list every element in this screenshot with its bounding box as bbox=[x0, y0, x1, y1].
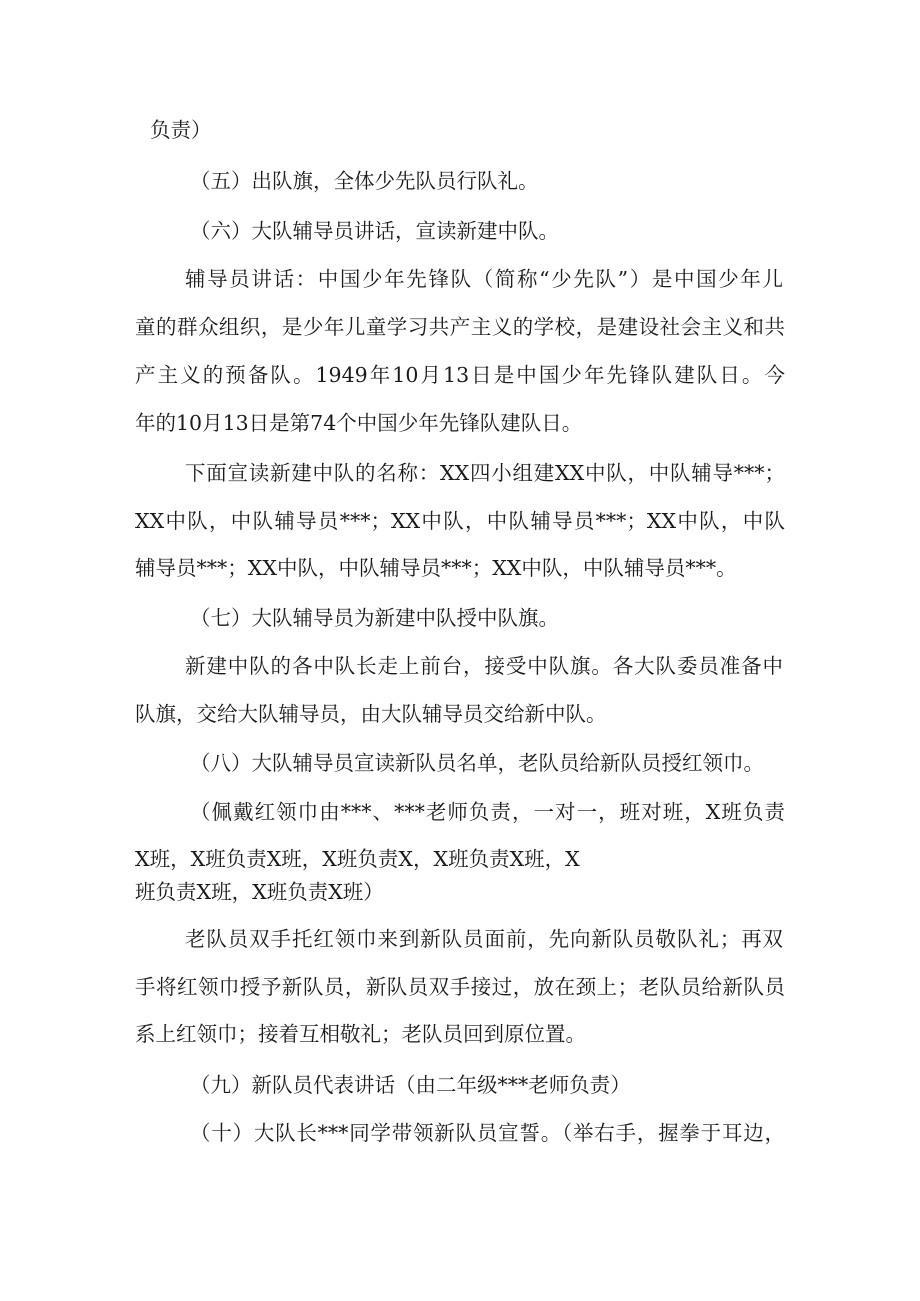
paragraph-line-12: 新建中队的各中队长走上前台，接受中队旗。各大队委员准备中 bbox=[185, 654, 783, 678]
paragraph-line-11: （七）大队辅导员为新建中队授中队旗。 bbox=[190, 606, 559, 630]
paragraph-line-10: 辅导员***；XX中队，中队辅导员***；XX中队，中队辅导员***。 bbox=[135, 556, 737, 580]
paragraph-line-8: 下面宣读新建中队的名称：XX四小组建XX中队，中队辅导***； bbox=[185, 461, 785, 485]
paragraph-line-17: 班负责X班，X班负责X班） bbox=[135, 880, 384, 904]
paragraph-line-9: XX中队，中队辅导员***；XX中队，中队辅导员***；XX中队，中队 bbox=[135, 509, 785, 533]
paragraph-line-20: 系上红领巾；接着互相敬礼；老队员回到原位置。 bbox=[135, 1022, 586, 1046]
paragraph-line-13: 队旗，交给大队辅导员，由大队辅导员交给新中队。 bbox=[135, 702, 607, 726]
paragraph-line-2: （五）出队旗，全体少先队员行队礼。 bbox=[190, 169, 539, 193]
paragraph-line-7: 年的10月13日是第74个中国少年先锋队建队日。 bbox=[135, 411, 583, 435]
paragraph-line-15: （佩戴红领巾由***、***老师负责，一对一，班对班，X班负责 bbox=[190, 800, 785, 824]
paragraph-line-14: （八）大队辅导员宣读新队员名单，老队员给新队员授红领巾。 bbox=[190, 751, 764, 775]
paragraph-line-19: 手将红领巾授予新队员，新队员双手接过，放在颈上；老队员给新队员 bbox=[135, 975, 785, 999]
paragraph-line-18: 老队员双手托红领巾来到新队员面前，先向新队员敬队礼；再双 bbox=[185, 927, 783, 951]
paragraph-line-1: 负责） bbox=[150, 118, 212, 142]
paragraph-line-4: 辅导员讲话：中国少年先锋队（简称“少先队”）是中国少年儿 bbox=[185, 267, 783, 291]
paragraph-line-21: （九）新队员代表讲话（由二年级***老师负责） bbox=[190, 1073, 631, 1097]
paragraph-line-6: 产主义的预备队。1949年10月13日是中国少年先锋队建队日。今 bbox=[135, 363, 785, 387]
paragraph-line-3: （六）大队辅导员讲话，宣读新建中队。 bbox=[190, 219, 559, 243]
paragraph-line-22: （十）大队长***同学带领新队员宣誓。（举右手，握拳于耳边， bbox=[190, 1121, 785, 1145]
paragraph-line-5: 童的群众组织，是少年儿童学习共产主义的学校，是建设社会主义和共 bbox=[135, 315, 785, 339]
paragraph-line-16: X班，X班负责X班，X班负责X，X班负责X班，X bbox=[135, 847, 580, 871]
